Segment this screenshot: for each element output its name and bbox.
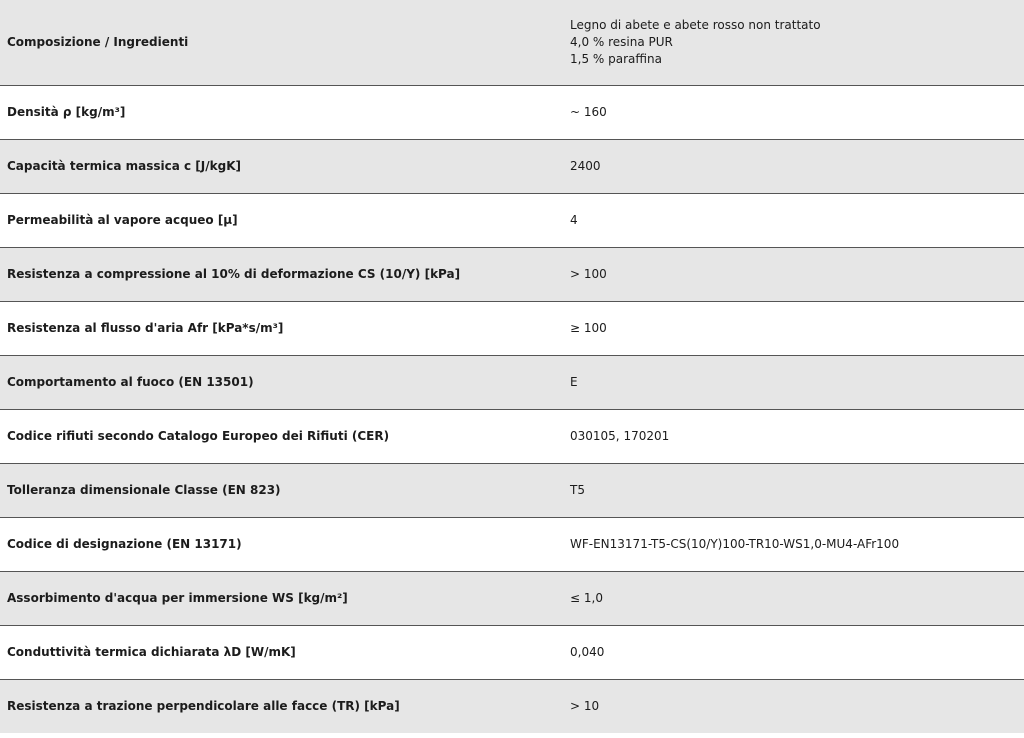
table-row bbox=[0, 247, 1024, 301]
property-value: > 10 bbox=[563, 679, 1024, 733]
property-label: Resistenza a compressione al 10% di deformazione CS (10/Y) [kPa] bbox=[0, 247, 563, 301]
property-value: E bbox=[563, 355, 1024, 409]
table-row bbox=[0, 193, 1024, 247]
property-label: Conduttività termica dichiarata λD [W/mK] bbox=[0, 625, 563, 679]
table-row bbox=[0, 517, 1024, 571]
property-label: Comportamento al fuoco (EN 13501) bbox=[0, 355, 563, 409]
property-label: Resistenza al flusso d'aria Afr [kPa*s/m³] bbox=[0, 301, 563, 355]
table-row bbox=[0, 355, 1024, 409]
value-line: 4,0 % resina PUR bbox=[570, 34, 673, 49]
property-value: 0,040 bbox=[563, 625, 1024, 679]
property-label: Codice di designazione (EN 13171) bbox=[0, 517, 563, 571]
property-value: ~ 160 bbox=[563, 85, 1024, 139]
table-row bbox=[0, 409, 1024, 463]
property-value: > 100 bbox=[563, 247, 1024, 301]
property-value: T5 bbox=[563, 463, 1024, 517]
property-value: 4 bbox=[563, 193, 1024, 247]
property-value: ≥ 100 bbox=[563, 301, 1024, 355]
table-row bbox=[0, 139, 1024, 193]
property-label: Resistenza a trazione perpendicolare alle facce (TR) [kPa] bbox=[0, 679, 563, 733]
property-value: ≤ 1,0 bbox=[563, 571, 1024, 625]
table-row bbox=[0, 679, 1024, 733]
property-label: Assorbimento d'acqua per immersione WS [kg/m²] bbox=[0, 571, 563, 625]
table-row bbox=[0, 463, 1024, 517]
table-row bbox=[0, 571, 1024, 625]
property-label: Tolleranza dimensionale Classe (EN 823) bbox=[0, 463, 563, 517]
property-label: Codice rifiuti secondo Catalogo Europeo dei Rifiuti (CER) bbox=[0, 409, 563, 463]
table-row bbox=[0, 301, 1024, 355]
property-label: Densità ρ [kg/m³] bbox=[0, 85, 563, 139]
property-value: WF-EN13171-T5-CS(10/Y)100-TR10-WS1,0-MU4-AFr100 bbox=[563, 517, 1024, 571]
table-row bbox=[0, 625, 1024, 679]
property-label: Permeabilità al vapore acqueo [μ] bbox=[0, 193, 563, 247]
property-value bbox=[563, 0, 1024, 85]
property-value: 2400 bbox=[563, 139, 1024, 193]
property-label: Composizione / Ingredienti bbox=[0, 0, 563, 85]
property-label: Capacità termica massica c [J/kgK] bbox=[0, 139, 563, 193]
table-row bbox=[0, 0, 1024, 85]
value-line: 1,5 % paraffina bbox=[570, 51, 662, 66]
property-value: 030105, 170201 bbox=[563, 409, 1024, 463]
table-row bbox=[0, 85, 1024, 139]
value-line: Legno di abete e abete rosso non trattato bbox=[570, 17, 821, 32]
